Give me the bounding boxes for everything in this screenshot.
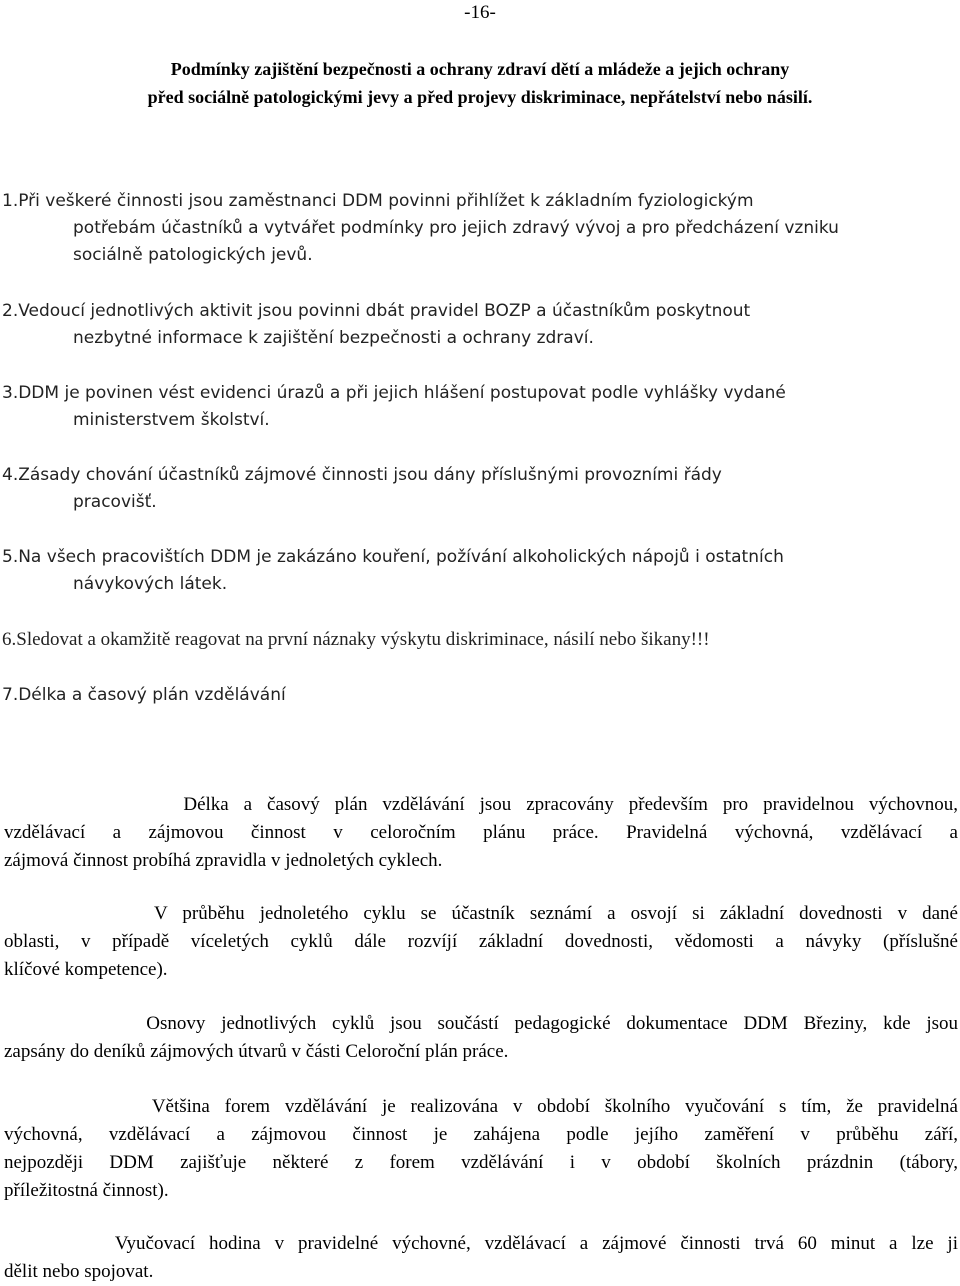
paragraph-1-line-2: vzdělávací a zájmovou činnost v celoročním plánu práce. Pravidelná výchovná, vzdělávací a (4, 822, 958, 843)
list-item-7 (2, 682, 952, 709)
paragraph-4-line-1: Většina forem vzdělávání je realizována v období školního vyučování s tím, že pravidelná (4, 1096, 958, 1117)
heading-line-2: před sociálně patologickými jevy a před projevy diskriminace, nepřátelství nebo násilí. (147, 87, 813, 107)
list-item-3-line-1: 3.DDM je povinen vést evidenci úrazů a při jejich hlášení postupovat podle vyhlášky vydané (2, 383, 786, 403)
paragraph-3-line-1: Osnovy jednotlivých cyklů jsou součástí pedagogické dokumentace DDM Březiny, kde jsou (4, 1013, 958, 1034)
paragraph-4-line-2: výchovná, vzdělávací a zájmovou činnost je zahájena podle jejího zaměření v průběhu září, (4, 1124, 958, 1145)
paragraph-4 (4, 1093, 958, 1205)
list-item-4-line-2: pracovišť. (73, 492, 157, 512)
paragraph-5 (4, 1230, 958, 1286)
list-item-1 (2, 188, 952, 269)
paragraph-2-line-2: oblasti, v případě víceletých cyklů dále rozvíjí základní dovednosti, vědomosti a návyky (příslušné (4, 931, 958, 952)
list-item-5-line-2: návykových látek. (73, 574, 228, 594)
paragraph-5-line-2: dělit nebo spojovat. (4, 1261, 154, 1282)
list-item-1-line-2: potřebám účastníků a vytvářet podmínky pro jejich zdravý vývoj a pro předcházení vzniku (73, 218, 839, 238)
list-item-2 (2, 298, 952, 352)
list-item-4-line-1: 4.Zásady chování účastníků zájmové činnosti jsou dány příslušnými provozními řády (2, 465, 722, 485)
paragraph-2-line-3: klíčové kompetence). (4, 959, 168, 980)
paragraph-1 (4, 791, 958, 875)
list-item-6 (2, 626, 952, 653)
list-item-7-line-1: 7.Délka a časový plán vzdělávání (2, 685, 286, 705)
list-item-5 (2, 544, 952, 598)
paragraph-1-line-3: zájmová činnost probíhá zpravidla v jednoletých cyklech. (4, 850, 443, 871)
paragraph-3-line-2: zapsány do deníků zájmových útvarů v části Celoroční plán práce. (4, 1041, 509, 1062)
page-number: -16- (464, 2, 496, 23)
list-item-3 (2, 380, 952, 434)
list-item-4 (2, 462, 952, 516)
section-heading (4, 55, 956, 111)
list-item-2-line-2: nezbytné informace k zajištění bezpečnosti a ochrany zdraví. (73, 328, 594, 348)
paragraph-2-line-1: V průběhu jednoletého cyklu se účastník seznámí a osvojí si základní dovednosti v dané (4, 903, 958, 924)
paragraph-5-line-1: Vyučovací hodina v pravidelné výchovné, vzdělávací a zájmové činnosti trvá 60 minut a lze ji (4, 1233, 958, 1254)
list-item-3-line-2: ministerstvem školství. (73, 410, 270, 430)
paragraph-2 (4, 900, 958, 984)
list-item-1-line-3: sociálně patologických jevů. (73, 245, 313, 265)
paragraph-4-line-4: příležitostná činnost). (4, 1180, 169, 1201)
paragraph-1-line-1: Délka a časový plán vzdělávání jsou zpracovány především pro pravidelnou výchovnou, (4, 794, 958, 815)
heading-line-1: Podmínky zajištění bezpečnosti a ochrany zdraví dětí a mládeže a jejich ochrany (170, 59, 790, 79)
paragraph-3 (4, 1010, 958, 1066)
list-item-1-line-1: 1.Při veškeré činnosti jsou zaměstnanci DDM povinni přihlížet k základním fyziologickým (2, 191, 754, 211)
list-item-2-line-1: 2.Vedoucí jednotlivých aktivit jsou povinni dbát pravidel BOZP a účastníkům poskytnout (2, 301, 751, 321)
list-item-5-line-1: 5.Na všech pracovištích DDM je zakázáno kouření, požívání alkoholických nápojů i ostatních (2, 547, 784, 567)
list-item-6-line-1: 6.Sledovat a okamžitě reagovat na první náznaky výskytu diskriminace, násilí nebo šikany!!! (2, 629, 710, 650)
paragraph-4-line-3: nejpozději DDM zajišťuje některé z forem vzdělávání i v období školních prázdnin (tábory, (4, 1152, 958, 1173)
